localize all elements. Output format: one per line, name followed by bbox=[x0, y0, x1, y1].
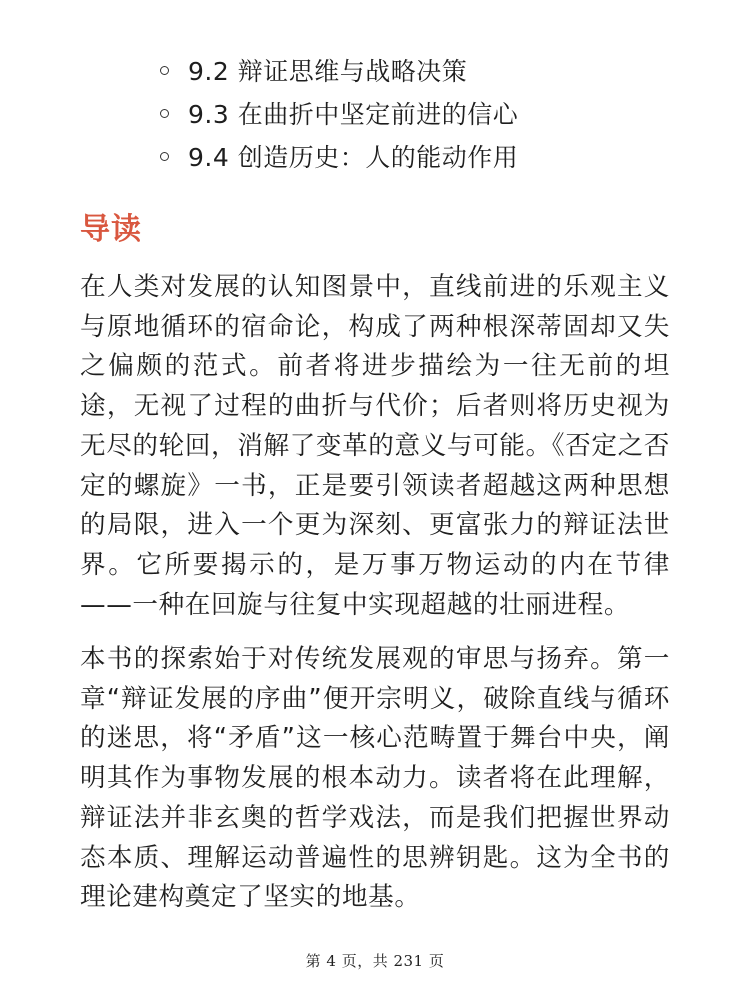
body-paragraph: 在人类对发展的认知图景中，直线前进的乐观主义与原地循环的宿命论，构成了两种根深蒂固却又失之偏颇的范式。前者将进步描绘为一往无前的坦途，无视了过程的曲折与代价；后者则将历史视为无尽的轮回，消解了变革的意义与可能。《否定之否定的螺旋》一书，正是要引领读者超越这两种思想的局限，进入一个更为深刻、更富张力的辩证法世界。它所要揭示的，是万事万物运动的内在节律——一种在回旋与往复中实现超越的壮丽进程。 bbox=[80, 272, 670, 620]
hollow-circle-bullet-icon bbox=[160, 66, 169, 75]
hollow-circle-bullet-icon bbox=[160, 152, 169, 161]
toc-item-9-3[interactable] bbox=[0, 93, 750, 136]
toc-item-label: 9.2 辩证思维与战略决策 bbox=[188, 57, 468, 86]
toc-item-label: 9.3 在曲折中坚定前进的信心 bbox=[188, 100, 519, 129]
section-heading: 导读 bbox=[80, 212, 142, 247]
page-number: 第 4 页，共 231 页 bbox=[305, 952, 445, 970]
body-paragraph: 本书的探索始于对传统发展观的审思与扬弃。第一章“辩证发展的序曲”便开宗明义，破除直线与循环的迷思，将“矛盾”这一核心范畴置于舞台中央，阐明其作为事物发展的根本动力。读者将在此理解，辩证法并非玄奥的哲学戏法，而是我们把握世界动态本质、理解运动普遍性的思辨钥匙。这为全书的理论建构奠定了坚实的地基。 bbox=[80, 644, 670, 913]
toc-item-9-4[interactable] bbox=[0, 136, 750, 179]
toc-item-9-2[interactable] bbox=[0, 50, 750, 93]
table-of-contents bbox=[0, 50, 750, 179]
toc-item-label: 9.4 创造历史：人的能动作用 bbox=[188, 143, 519, 172]
hollow-circle-bullet-icon bbox=[160, 109, 169, 118]
